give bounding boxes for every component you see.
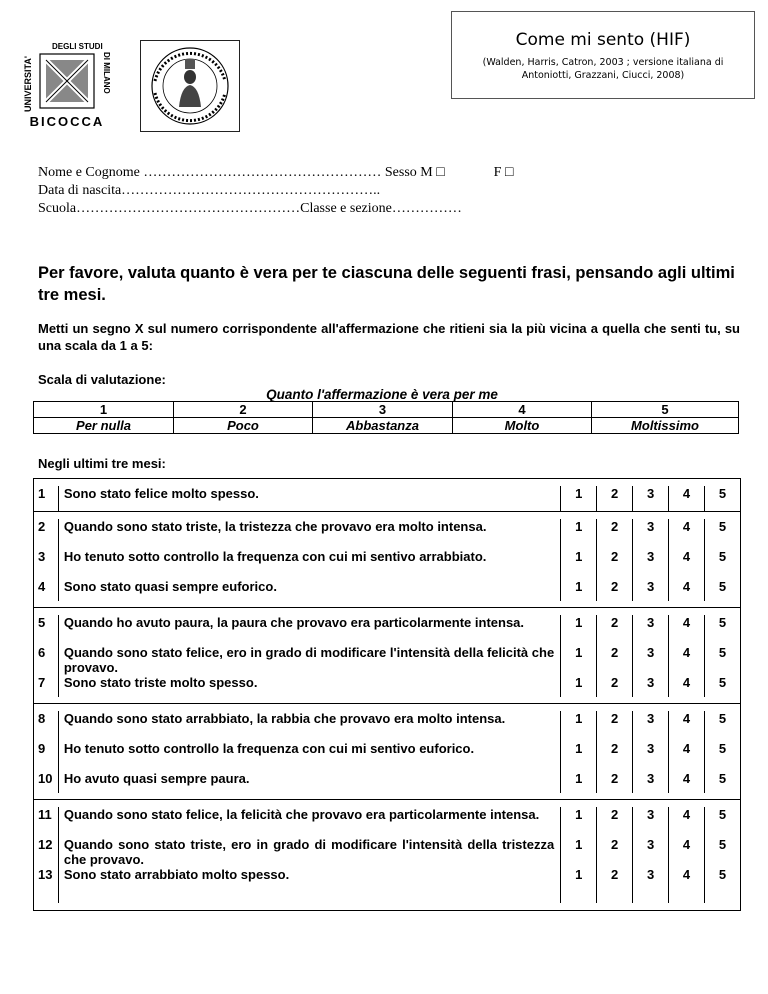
rating-option-3[interactable]: 3 — [633, 579, 669, 601]
sex-female-checkbox[interactable]: F □ — [493, 165, 514, 180]
scale-label: Scala di valutazione: — [38, 372, 166, 387]
rating-option-2[interactable]: 2 — [597, 771, 633, 793]
rating-option-5[interactable]: 5 — [718, 741, 727, 756]
rating-option-5[interactable]: 5 — [718, 519, 727, 534]
rating-option-5[interactable]: 5 — [718, 579, 727, 594]
item-text: Sono stato triste molto spesso. — [59, 675, 561, 697]
title-box — [451, 11, 755, 99]
item-number: 4 — [34, 579, 59, 601]
rating-option-3[interactable]: 3 — [633, 486, 669, 512]
scale-value: 3 — [313, 402, 453, 418]
scale-values-row — [34, 402, 739, 418]
rating-option-5[interactable]: 5 — [718, 486, 727, 501]
rating-option-4[interactable]: 4 — [669, 549, 705, 579]
citation-line-2: Antoniotti, Grazzani, Ciucci, 2008) — [521, 70, 685, 81]
item-number: 3 — [34, 549, 59, 579]
item-number: 6 — [34, 645, 59, 675]
item-row — [34, 645, 740, 675]
rating-option-3[interactable]: 3 — [633, 711, 669, 741]
rating-option-1[interactable]: 1 — [561, 579, 597, 601]
scale-value: 4 — [453, 402, 592, 418]
item-number: 11 — [34, 807, 59, 837]
rating-option-5[interactable]: 5 — [718, 549, 727, 564]
rating-scale-legend — [33, 401, 739, 434]
rating-option-4[interactable]: 4 — [669, 519, 705, 549]
rating-option-1[interactable]: 1 — [561, 486, 597, 512]
rating-option-3[interactable]: 3 — [633, 867, 669, 903]
scale-value: 1 — [34, 402, 174, 418]
rating-option-4[interactable]: 4 — [669, 645, 705, 675]
school-class-field[interactable]: Scuola…………………………………………Classe e sezione…………… — [38, 201, 462, 216]
item-number: 2 — [34, 519, 59, 549]
rating-option-2[interactable]: 2 — [597, 837, 633, 867]
item-group-3 — [34, 608, 740, 704]
scale-value: 5 — [592, 402, 739, 418]
item-row — [34, 486, 740, 512]
item-text: Sono stato arrabbiato molto spesso. — [59, 867, 561, 903]
rating-option-5[interactable]: 5 — [718, 675, 727, 690]
rating-option-1[interactable]: 1 — [561, 615, 597, 645]
rating-option-5[interactable]: 5 — [718, 645, 727, 660]
rating-option-1[interactable]: 1 — [561, 711, 597, 741]
item-row — [34, 549, 740, 579]
rating-option-4[interactable]: 4 — [669, 867, 705, 903]
item-number: 8 — [34, 711, 59, 741]
logo-university-text-top: DEGLI STUDI — [52, 42, 103, 51]
rating-option-1[interactable]: 1 — [561, 675, 597, 697]
item-row — [34, 837, 740, 867]
item-number: 9 — [34, 741, 59, 771]
item-text: Sono stato felice molto spesso. — [59, 486, 561, 512]
logo-university-text-left: UNIVERSITA' — [23, 56, 33, 112]
rating-option-4[interactable]: 4 — [669, 837, 705, 867]
rating-option-2[interactable]: 2 — [597, 741, 633, 771]
item-row — [34, 579, 740, 601]
instructions-text: Metti un segno X sul numero corrispondente all'affermazione che ritieni sia la più vicina a quella che senti tu, su una scala da 1 a 5: — [38, 321, 740, 353]
rating-option-4[interactable]: 4 — [669, 711, 705, 741]
item-number: 5 — [34, 615, 59, 645]
document-citation — [452, 56, 754, 82]
rating-option-3[interactable]: 3 — [633, 549, 669, 579]
rating-option-2[interactable]: 2 — [597, 615, 633, 645]
rating-option-5[interactable]: 5 — [718, 615, 727, 630]
rating-option-3[interactable]: 3 — [633, 675, 669, 697]
scale-label-text: Moltissimo — [592, 418, 739, 434]
rating-option-1[interactable]: 1 — [561, 741, 597, 771]
rating-option-2[interactable]: 2 — [597, 519, 633, 549]
name-row — [38, 164, 513, 182]
item-number: 7 — [34, 675, 59, 697]
logo-university-text-right: DI MILANO — [102, 52, 111, 94]
scale-label-text: Per nulla — [34, 418, 174, 434]
item-text: Quando sono stato triste, la tristezza che provavo era molto intensa. — [59, 519, 561, 549]
citation-line-1: (Walden, Harris, Catron, 2003 ; versione italiana di — [482, 57, 724, 68]
scale-label-text: Abbastanza — [313, 418, 453, 434]
rating-option-3[interactable]: 3 — [633, 519, 669, 549]
rating-option-2[interactable]: 2 — [597, 579, 633, 601]
item-number: 13 — [34, 867, 59, 903]
rating-option-5[interactable]: 5 — [718, 837, 727, 852]
rating-option-4[interactable]: 4 — [669, 807, 705, 837]
university-bicocca-logo — [22, 40, 112, 128]
period-label: Negli ultimi tre mesi: — [38, 456, 166, 471]
rating-option-2[interactable]: 2 — [597, 549, 633, 579]
item-text: Quando sono stato triste, ero in grado di modificare l'intensità della tristezza che provavo. — [59, 837, 561, 867]
rating-option-1[interactable]: 1 — [561, 771, 597, 793]
rating-option-3[interactable]: 3 — [633, 837, 669, 867]
rating-option-5[interactable]: 5 — [718, 867, 727, 882]
item-group-2 — [34, 512, 740, 608]
item-row — [34, 519, 740, 549]
rating-option-5[interactable]: 5 — [718, 807, 727, 822]
item-row — [34, 615, 740, 645]
rating-option-4[interactable]: 4 — [669, 615, 705, 645]
instructions-heading: Per favore, valuta quanto è vera per te ciascuna delle seguenti frasi, pensando agli ultimi tre mesi. — [38, 264, 735, 304]
name-field[interactable]: Nome e Cognome …………………………………………… Sesso M □ — [38, 165, 445, 180]
rating-option-1[interactable]: 1 — [561, 519, 597, 549]
rating-option-2[interactable]: 2 — [597, 867, 633, 903]
item-text: Ho avuto quasi sempre paura. — [59, 771, 561, 793]
rating-option-5[interactable]: 5 — [718, 771, 727, 786]
item-group-4 — [34, 704, 740, 800]
scale-value: 2 — [174, 402, 313, 418]
item-text: Quando sono stato arrabbiato, la rabbia che provavo era molto intensa. — [59, 711, 561, 741]
rating-option-2[interactable]: 2 — [597, 711, 633, 741]
rating-option-1[interactable]: 1 — [561, 837, 597, 867]
item-row — [34, 711, 740, 741]
rating-option-1[interactable]: 1 — [561, 549, 597, 579]
item-number: 10 — [34, 771, 59, 793]
rating-option-3[interactable]: 3 — [633, 615, 669, 645]
item-text: Quando ho avuto paura, la paura che provavo era particolarmente intensa. — [59, 615, 561, 645]
item-number: 12 — [34, 837, 59, 867]
item-row — [34, 771, 740, 793]
rating-option-2[interactable]: 2 — [597, 675, 633, 697]
questionnaire-items-table — [33, 478, 741, 911]
item-group-1 — [34, 479, 740, 512]
scale-label-text: Poco — [174, 418, 313, 434]
item-text: Quando sono stato felice, ero in grado di modificare l'intensità della felicità che provavo. — [59, 645, 561, 675]
rating-option-2[interactable]: 2 — [597, 807, 633, 837]
birth-date-field[interactable]: Data di nascita……………………………………………….. — [38, 183, 381, 198]
item-text: Sono stato quasi sempre euforico. — [59, 579, 561, 601]
rating-option-2[interactable]: 2 — [597, 645, 633, 675]
item-number: 1 — [34, 486, 59, 512]
rating-option-3[interactable]: 3 — [633, 771, 669, 793]
rating-option-1[interactable]: 1 — [561, 807, 597, 837]
item-text: Ho tenuto sotto controllo la frequenza con cui mi sentivo euforico. — [59, 741, 561, 771]
rating-option-5[interactable]: 5 — [718, 711, 727, 726]
item-text: Quando sono stato felice, la felicità che provavo era particolarmente intensa. — [59, 807, 561, 837]
scale-label-text: Molto — [453, 418, 592, 434]
item-row — [34, 741, 740, 771]
rating-option-3[interactable]: 3 — [633, 807, 669, 837]
rating-option-3[interactable]: 3 — [633, 741, 669, 771]
rating-option-1[interactable]: 1 — [561, 867, 597, 903]
personal-info-section — [38, 164, 513, 218]
rating-option-4[interactable]: 4 — [669, 675, 705, 697]
rating-option-4[interactable]: 4 — [669, 741, 705, 771]
rating-option-2[interactable]: 2 — [597, 486, 633, 512]
rating-option-4[interactable]: 4 — [669, 579, 705, 601]
rating-option-1[interactable]: 1 — [561, 645, 597, 675]
rating-option-4[interactable]: 4 — [669, 771, 705, 793]
item-row — [34, 675, 740, 697]
item-group-5 — [34, 800, 740, 910]
scale-labels-row — [34, 418, 739, 434]
item-text: Ho tenuto sotto controllo la frequenza con cui mi sentivo arrabbiato. — [59, 549, 561, 579]
university-seal-logo — [140, 40, 240, 132]
rating-option-4[interactable]: 4 — [669, 486, 705, 512]
rating-option-3[interactable]: 3 — [633, 645, 669, 675]
item-row — [34, 867, 740, 903]
scale-caption: Quanto l'affermazione è vera per me — [266, 387, 498, 402]
logo-bicocca-text: BICOCCA — [29, 114, 105, 128]
document-title: Come mi sento (HIF) — [515, 30, 691, 50]
item-row — [34, 807, 740, 837]
